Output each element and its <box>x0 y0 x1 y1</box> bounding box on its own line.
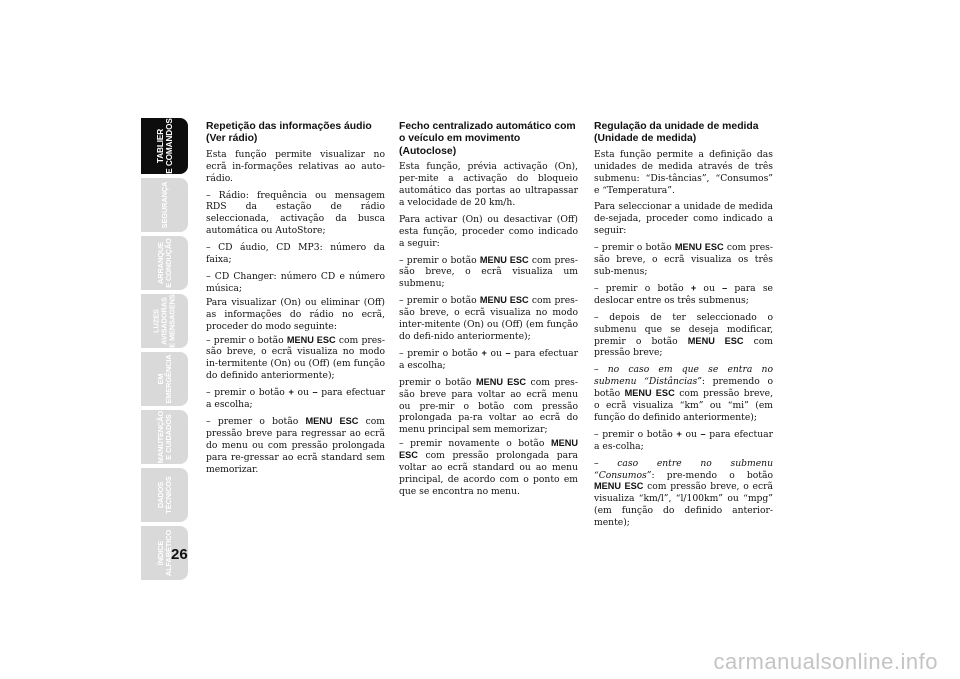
plus-button-ref: + <box>676 428 682 439</box>
menu-esc-button-ref: MENU ESC <box>475 376 527 387</box>
paragraph: – premir novamente o botão MENU ESC com pressão prolongada para voltar ao ecrã standard ou ao menu principal, de acordo com o ponto em que se encontra no menu. <box>399 438 578 497</box>
paragraph: Esta função permite a definição das unidades de medida através de três submenu: “Dis-tâncias”, “Consumos” e “Temperatura”. <box>594 148 773 196</box>
menu-esc-button-ref: MENU ESC <box>305 415 359 426</box>
paragraph: Esta função, prévia activação (On), per-mite a activação do bloqueio automático das portas ao ultrapassar a velocidade de 20 km/h. <box>399 161 578 208</box>
page-number: 26 <box>171 546 188 563</box>
chapter-tab-label: LUZES AVISADORAS E MENSAGENS <box>151 294 177 348</box>
paragraph: – Rádio: frequência ou mensagem RDS da estação de rádio seleccionada, activação da busca automática ou AutoStore; <box>206 189 385 237</box>
paragraph: Para activar (On) ou desactivar (Off) esta função, proceder como indicado a seguir: <box>399 213 578 249</box>
chapter-tab-seguranca[interactable] <box>141 178 188 232</box>
chapter-tab-label: ARRANQUE E CONDUÇÃO <box>155 238 173 288</box>
menu-esc-button-ref: MENU ESC <box>399 438 578 461</box>
menu-esc-button-ref: MENU ESC <box>479 254 529 265</box>
minus-button-ref: – <box>722 282 728 293</box>
paragraph: Para seleccionar a unidade de medida de-sejada, proceder como indicado a seguir: <box>594 201 773 237</box>
paragraph: Para visualizar (On) ou eliminar (Off) as informações do rádio no ecrã, proceder do modo seguinte: <box>206 296 385 332</box>
watermark: carmanualsonline.info <box>713 649 938 674</box>
paragraph: – premir o botão MENU ESC com pres-são breve, o ecrã visualiza um submenu; <box>399 254 578 290</box>
paragraph: – premir o botão + ou – para efectuar a es-colha; <box>594 428 773 452</box>
chapter-tab-emergencia[interactable] <box>141 352 188 406</box>
chapter-tab-manutencao[interactable] <box>141 410 188 464</box>
section-heading: Fecho centralizado automático com o veículo em movimento (Autoclose) <box>399 121 576 157</box>
paragraph: – premer o botão MENU ESC com pressão breve para regressar ao ecrã do menu ou com pressão prolongada para re-gressar ao ecrã standard sem memorizar. <box>206 415 386 475</box>
chapter-tab-dados[interactable] <box>141 468 188 522</box>
chapter-tab-luzes[interactable] <box>141 294 188 348</box>
chapter-tab-arranque[interactable] <box>141 236 188 290</box>
paragraph: – caso entre no submenu “Consumos”: pre-mendo o botão MENU ESC com pressão breve, o ecrã visualiza “km/l”, “l/100km” ou “mpg” (em função do definido anterior-mente); <box>594 457 773 529</box>
plus-button-ref: + <box>481 347 487 358</box>
section-heading: Regulação da unidade de medida (Unidade de medida) <box>594 121 759 145</box>
paragraph: – premir o botão + ou – para efectuar a escolha; <box>399 347 578 371</box>
paragraph: – premir o botão MENU ESC com pres-são breve, o ecrã visualiza os três sub-menus; <box>594 242 773 277</box>
minus-button-ref: – <box>700 428 706 439</box>
paragraph: – no caso em que se entra no submenu “Distâncias”: premendo o botão MENU ESC com pressão breve, o ecrã visualiza “km” ou “mi” (em função do definido anteriormente); <box>594 364 773 423</box>
menu-esc-button-ref: MENU ESC <box>674 242 724 253</box>
chapter-tab-strip <box>141 118 189 584</box>
minus-button-ref: – <box>312 387 318 398</box>
menu-esc-button-ref: MENU ESC <box>594 481 644 492</box>
chapter-tab-label: MANUTENÇÃO E CUIDADOS <box>155 410 173 464</box>
text-column-autoclose <box>399 121 578 503</box>
section-heading: Repetição das informações áudio (Ver rádio) <box>206 121 372 145</box>
paragraph: premir o botão MENU ESC com pres-são breve para voltar ao ecrã menu ou pre-mir o botão com pressão prolongada pa-ra voltar ao ecrã do menu principal sem memorizar; <box>399 376 578 436</box>
chapter-tab-label: ÍNDICE ALFABÉTICO <box>155 529 173 577</box>
paragraph: – premir o botão MENU ESC com pres-são breve, o ecrã visualiza no modo inter-mitente (On) ou (Off) (em função do defi-nido anteriormente); <box>399 295 578 342</box>
minus-button-ref: – <box>505 347 511 358</box>
paragraph: – premir o botão + ou – para efectuar a escolha; <box>206 387 385 411</box>
paragraph: Esta função permite visualizar no ecrã in-formações relativas ao auto-rádio. <box>206 148 385 184</box>
chapter-tab-label: TABLIER E COMANDOS <box>155 118 174 174</box>
menu-esc-button-ref: MENU ESC <box>286 334 336 345</box>
paragraph: – CD Changer: número CD e número música; <box>206 270 385 294</box>
paragraph: – depois de ter seleccionado o submenu que se deseja modificar, premir o botão MENU ESC com pressão breve; <box>594 311 773 359</box>
text-column-units <box>594 121 773 534</box>
text-column-audio <box>206 121 385 480</box>
paragraph: – premir o botão MENU ESC com pres-são breve, o ecrã visualiza no modo in-termitente (On) ou (Off) (em função do definido anteriormente); <box>206 334 385 382</box>
menu-esc-button-ref: MENU ESC <box>479 295 529 306</box>
paragraph: – CD áudio, CD MP3: número da faixa; <box>206 242 385 266</box>
plus-button-ref: + <box>690 282 697 293</box>
chapter-tab-label: EM EMERGÊNCIA <box>155 354 173 404</box>
menu-esc-button-ref: MENU ESC <box>624 388 675 399</box>
chapter-tab-tablier[interactable] <box>141 118 188 174</box>
plus-button-ref: + <box>288 387 294 398</box>
chapter-tab-label: DADOS TÉCNICOS <box>155 476 173 514</box>
paragraph: – premir o botão + ou – para se deslocar entre os três submenus; <box>594 282 773 306</box>
chapter-tab-label: SEGURANÇA <box>159 181 169 229</box>
menu-esc-button-ref: MENU ESC <box>687 335 744 346</box>
